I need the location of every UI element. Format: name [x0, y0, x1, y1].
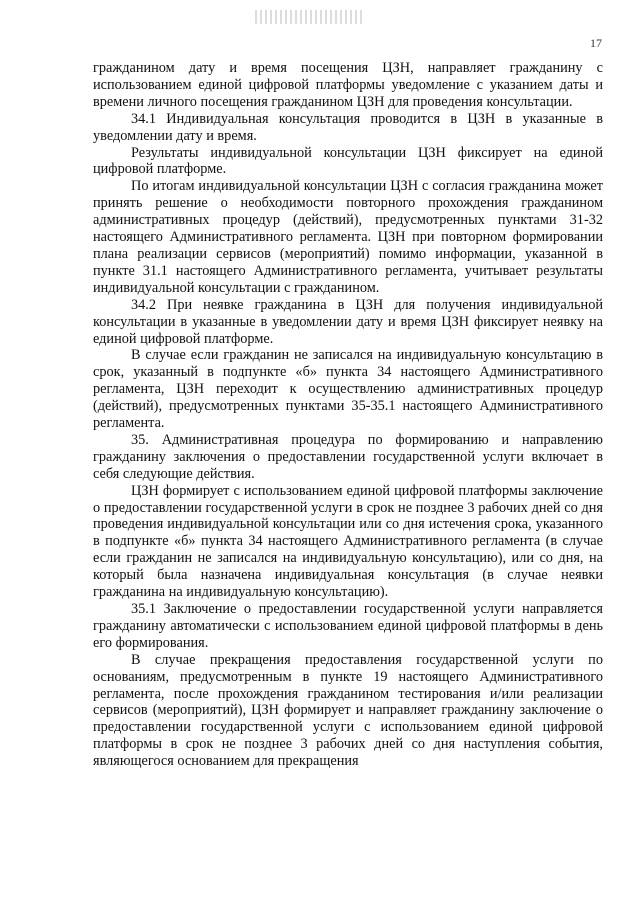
- paragraph: По итогам индивидуальной консультации ЦЗН с согласия гражданина может принять решение о необходимости повторного прохождения гражданином административных процедур (действий), предусмотренных пунктами 31-32 настоящего Административного регламента. ЦЗН при повторном формировании плана реализации сервисов (мероприятий) помимо информации, указанной в пункте 31.1 настоящего Административного регламента, учитывает результаты индивидуальной консультации с гражданином.: [93, 178, 603, 296]
- paragraph: ЦЗН формирует с использованием единой цифровой платформы заключение о предоставлении государственной услуги в срок не позднее 3 рабочих дней со дня проведения индивидуальной консультации или со дня истечения срока, указанного в подпункте «б» пункта 34 настоящего Административного регламента (в случае если гражданин не записался на индивидуальную консультацию), или со дня, на который была назначена индивидуальная консультация (в случае неявки гражданина на индивидуальную консультацию).: [93, 482, 603, 601]
- paragraph: 35. Административная процедура по формированию и направлению гражданину заключения о предоставлении государственной услуги включает в себя следующие действия.: [93, 431, 603, 482]
- paragraph: Результаты индивидуальной консультации ЦЗН фиксирует на единой цифровой платформе.: [93, 144, 603, 178]
- paragraph: гражданином дату и время посещения ЦЗН, направляет гражданину с использованием единой цифровой платформы уведомление с указанием даты и времени личного посещения гражданином ЦЗН для проведения консультации.: [93, 60, 603, 110]
- page-number: 17: [590, 36, 602, 50]
- paragraph: 34.1 Индивидуальная консультация проводится в ЦЗН в указанные в уведомлении дату и время.: [93, 110, 603, 144]
- scan-artifact: [255, 10, 365, 24]
- document-body: [93, 60, 603, 770]
- paragraph: В случае если гражданин не записался на индивидуальную консультацию в срок, указанный в подпункте «б» пункта 34 настоящего Административного регламента, ЦЗН переходит к осуществлению административных процедур (действий), предусмотренных пунктами 35-35.1 настоящего Административного регламента.: [93, 347, 603, 432]
- paragraph: 34.2 При неявке гражданина в ЦЗН для получения индивидуальной консультации в указанные в уведомлении дату и время ЦЗН фиксирует неявку на единой цифровой платформе.: [93, 296, 603, 347]
- paragraph: В случае прекращения предоставления государственной услуги по основаниям, предусмотренным в пункте 19 настоящего Административного регламента, после прохождения гражданином тестирования и/или реализации сервисов (мероприятий), ЦЗН формирует и направляет гражданину заключение о предоставлении государственной услуги с использованием единой цифровой платформы в срок не позднее 3 рабочих дней со дня наступления события, являющегося основанием для прекращения: [93, 651, 603, 770]
- paragraph: 35.1 Заключение о предоставлении государственной услуги направляется гражданину автоматически с использованием единой цифровой платформы в день его формирования.: [93, 601, 603, 651]
